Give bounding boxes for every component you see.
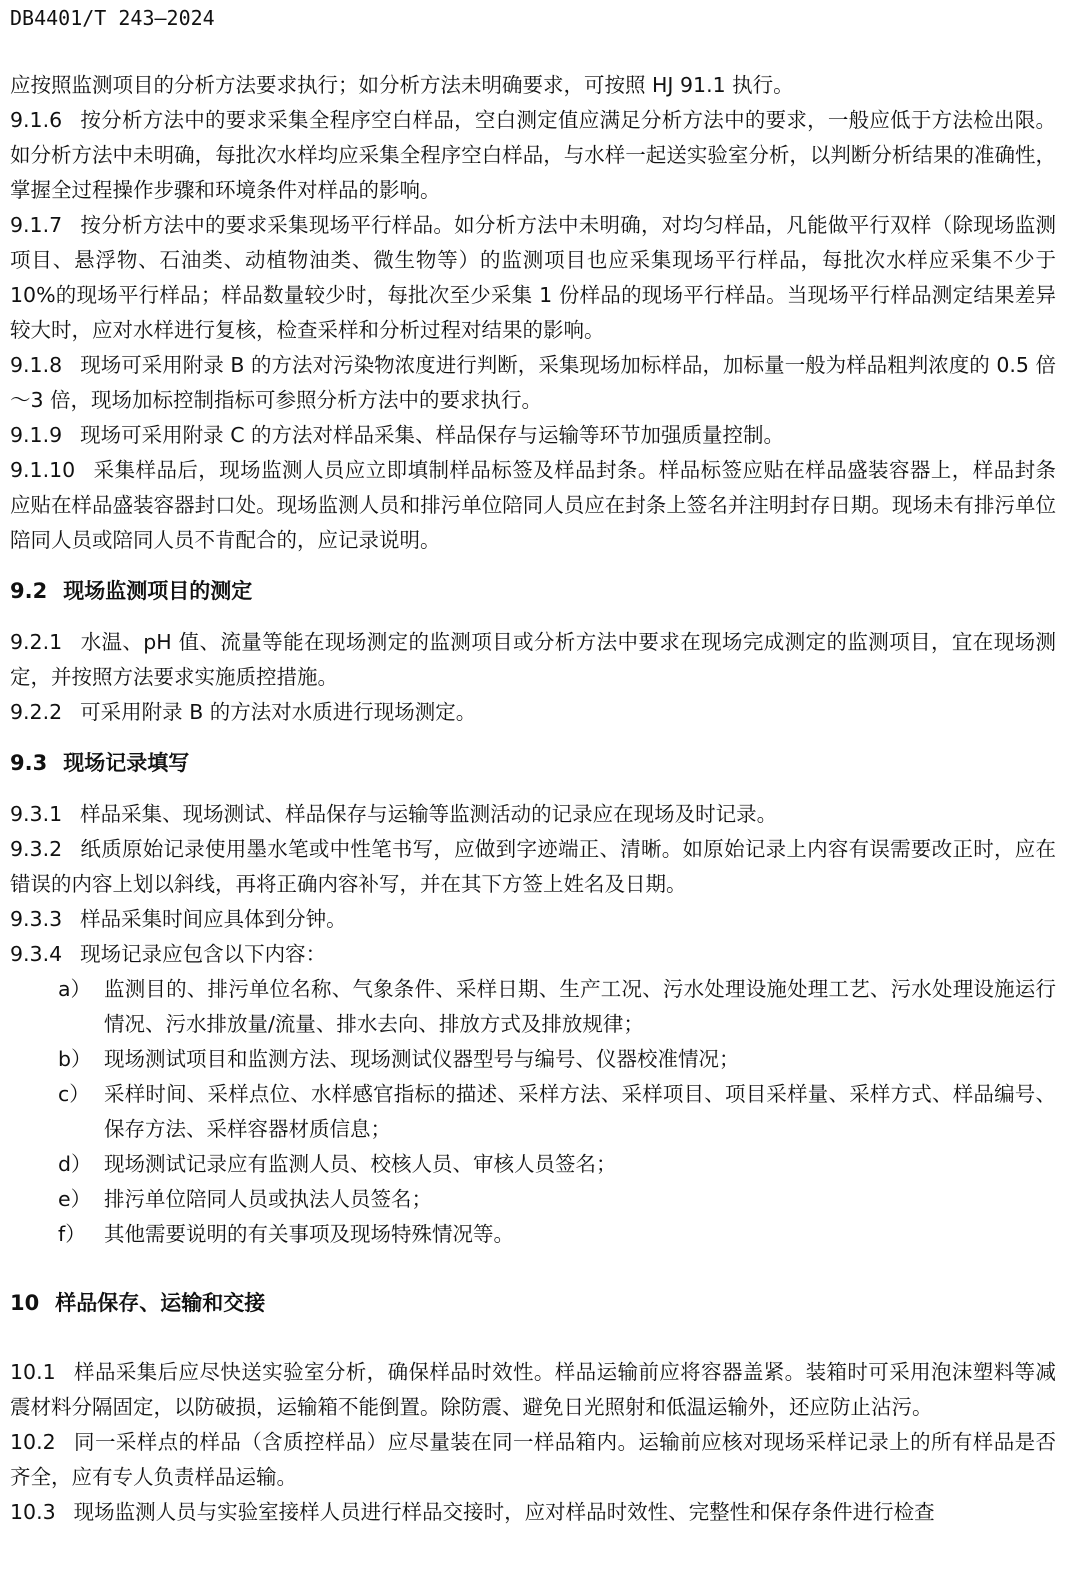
clause-text: 纸质原始记录使用墨水笔或中性笔书写，应做到字迹端正、清晰。如原始记录上内容有误需要改正时，应在错误的内容上划以斜线，再将正确内容补写，并在其下方签上姓名及日期。: [10, 837, 1056, 896]
clause-number: 10.3: [10, 1500, 56, 1524]
clause-9-3-1: [10, 797, 1056, 832]
clause-number: 9.3.1: [10, 802, 63, 826]
clause-10-3: [10, 1495, 1056, 1530]
chapter-title: 样品保存、运输和交接: [55, 1291, 266, 1315]
clause-text: 现场可采用附录 B 的方法对污染物浓度进行判断，采集现场加标样品，加标量一般为样品粗判浓度的 0.5 倍～3 倍，现场加标控制指标可参照分析方法中的要求执行。: [10, 353, 1056, 412]
paragraph-continuation: 应按照监测项目的分析方法要求执行；如分析方法未明确要求，可按照 HJ 91.1 执行。: [10, 73, 794, 97]
list-item-d: [10, 1147, 1056, 1182]
clause-number: 9.1.10: [10, 458, 76, 482]
clause-number: 9.2.1: [10, 630, 63, 654]
list-marker: d）: [58, 1152, 92, 1176]
section-title: 现场监测项目的测定: [63, 579, 253, 603]
clause-number: 9.1.8: [10, 353, 63, 377]
list-item-c: [10, 1077, 1056, 1147]
list-item-text: 现场测试项目和监测方法、现场测试仪器型号与编号、仪器校准情况；: [104, 1047, 740, 1071]
section-number: 9.3: [10, 751, 48, 775]
clause-number: 9.2.2: [10, 700, 63, 724]
clause-text: 按分析方法中的要求采集全程序空白样品，空白测定值应满足分析方法中的要求，一般应低于方法检出限。如分析方法中未明确，每批次水样均应采集全程序空白样品，与水样一起送实验室分析，以判断分析结果的准确性，掌握全过程操作步骤和环境条件对样品的影响。: [10, 108, 1056, 202]
clause-number: 9.3.3: [10, 907, 63, 931]
section-heading-9-3: [10, 746, 1056, 781]
clause-9-1-9: [10, 418, 1056, 453]
list-item-text: 采样时间、采样点位、水样感官指标的描述、采样方法、采样项目、项目采样量、采样方式、样品编号、保存方法、采样容器材质信息；: [104, 1082, 1056, 1141]
clause-text: 样品采集、现场测试、样品保存与运输等监测活动的记录应在现场及时记录。: [80, 802, 778, 826]
list-marker: e）: [58, 1187, 92, 1211]
list-item-f: [10, 1217, 1056, 1252]
list-marker: b）: [58, 1047, 92, 1071]
clause-9-3-2: [10, 832, 1056, 902]
section-title: 现场记录填写: [63, 751, 190, 775]
list-item-e: [10, 1182, 1056, 1217]
list-item-text: 现场测试记录应有监测人员、校核人员、审核人员签名；: [104, 1152, 617, 1176]
document-body: [10, 68, 1056, 1530]
clause-text: 样品采集后应尽快送实验室分析，确保样品时效性。样品运输前应将容器盖紧。装箱时可采用泡沫塑料等减震材料分隔固定，以防破损，运输箱不能倒置。除防震、避免日光照射和低温运输外，还应防止沾污。: [10, 1360, 1056, 1419]
chapter-heading-10: [10, 1286, 1056, 1321]
clause-text: 现场监测人员与实验室接样人员进行样品交接时，应对样品时效性、完整性和保存条件进行检查: [73, 1500, 935, 1524]
clause-number: 10.1: [10, 1360, 56, 1384]
clause-number: 10.2: [10, 1430, 56, 1454]
list-marker: f）: [58, 1222, 86, 1246]
clause-9-2-1: [10, 625, 1056, 695]
clause-number: 9.3.2: [10, 837, 63, 861]
clause-text: 现场可采用附录 C 的方法对样品采集、样品保存与运输等环节加强质量控制。: [80, 423, 785, 447]
chapter-number: 10: [10, 1291, 40, 1315]
clause-10-2: [10, 1425, 1056, 1495]
clause-10-1: [10, 1355, 1056, 1425]
clause-text: 水温、pH 值、流量等能在现场测定的监测项目或分析方法中要求在现场完成测定的监测项目，宜在现场测定，并按照方法要求实施质控措施。: [10, 630, 1056, 689]
list-marker: a）: [58, 977, 92, 1001]
list-item-text: 监测目的、排污单位名称、气象条件、采样日期、生产工况、污水处理设施处理工艺、污水处理设施运行情况、污水排放量/流量、排水去向、排放方式及排放规律；: [104, 977, 1056, 1036]
clause-9-3-3: [10, 902, 1056, 937]
list-item-text: 其他需要说明的有关事项及现场特殊情况等。: [104, 1222, 514, 1246]
clause-text: 可采用附录 B 的方法对水质进行现场测定。: [80, 700, 477, 724]
clause-9-1-6: [10, 103, 1056, 208]
clause-9-1-10: [10, 453, 1056, 558]
clause-9-1-8: [10, 348, 1056, 418]
clause-9-3-4: [10, 937, 1056, 972]
list-marker: c）: [58, 1082, 90, 1106]
clause-9-1-7: [10, 208, 1056, 348]
clause-number: 9.1.9: [10, 423, 63, 447]
clause-number: 9.1.7: [10, 213, 63, 237]
clause-text: 样品采集时间应具体到分钟。: [80, 907, 347, 931]
list-item-text: 排污单位陪同人员或执法人员签名；: [104, 1187, 432, 1211]
clause-text: 按分析方法中的要求采集现场平行样品。如分析方法中未明确，对均匀样品，凡能做平行双样（除现场监测项目、悬浮物、石油类、动植物油类、微生物等）的监测项目也应采集现场平行样品，每批次水样应采集不少于 10%的现场平行样品；样品数量较少时，每批次至少采集 1 份样品的现场平行样品。当现场平行样品测定结果差异较大时，应对水样进行复核，检查采样和分析过程对结果的影响。: [10, 213, 1056, 342]
section-heading-9-2: [10, 574, 1056, 609]
clause-number: 9.1.6: [10, 108, 63, 132]
clause-text: 同一采样点的样品（含质控样品）应尽量装在同一样品箱内。运输前应核对现场采样记录上的所有样品是否齐全，应有专人负责样品运输。: [10, 1430, 1056, 1489]
list-item-a: [10, 972, 1056, 1042]
clause-text: 采集样品后，现场监测人员应立即填制样品标签及样品封条。样品标签应贴在样品盛装容器上，样品封条应贴在样品盛装容器封口处。现场监测人员和排污单位陪同人员应在封条上签名并注明封存日期。现场未有排污单位陪同人员或陪同人员不肯配合的，应记录说明。: [10, 458, 1056, 552]
clause-text: 现场记录应包含以下内容：: [80, 942, 327, 966]
list-item-b: [10, 1042, 1056, 1077]
clause-number: 9.3.4: [10, 942, 63, 966]
section-number: 9.2: [10, 579, 48, 603]
document-number-header: DB4401/T 243—2024: [10, 6, 215, 30]
clause-9-2-2: [10, 695, 1056, 730]
